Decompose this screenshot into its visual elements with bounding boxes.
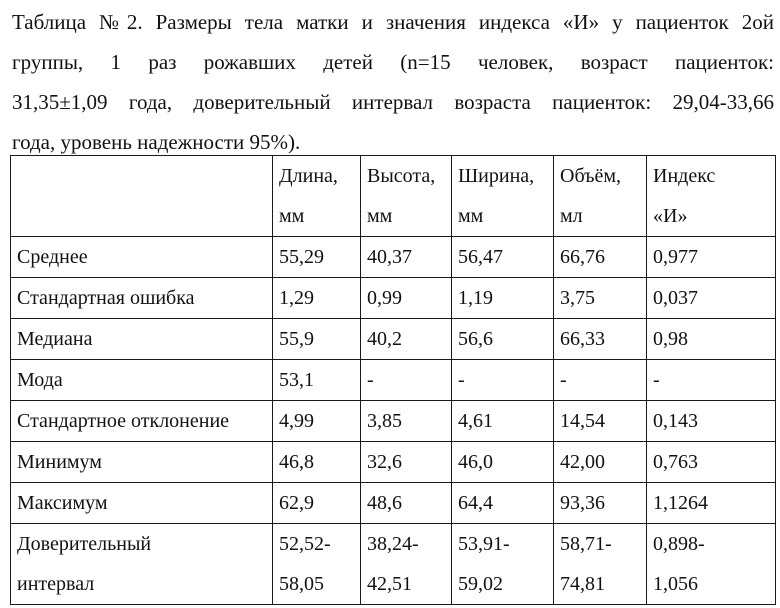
table-cell-height: - bbox=[361, 360, 452, 401]
caption-line-1: Таблица №2. Размеры тела матки и значения индекса «И» у пациенток 2ой bbox=[12, 10, 774, 34]
table-cell-index: 0,763 bbox=[647, 442, 776, 483]
header-index-label: Индекс bbox=[653, 165, 716, 187]
header-height-label: Высота, bbox=[367, 165, 436, 187]
header-empty-cell bbox=[11, 156, 273, 237]
table-cell-volume: - bbox=[554, 360, 647, 401]
table-header-row bbox=[11, 156, 776, 237]
table-cell-height bbox=[361, 524, 452, 605]
table-cell-height: 3,85 bbox=[361, 401, 452, 442]
table-cell-index: 1,1264 bbox=[647, 483, 776, 524]
table-cell-width: - bbox=[452, 360, 554, 401]
header-index bbox=[647, 156, 776, 237]
row-label bbox=[11, 524, 273, 605]
header-volume-unit: мл bbox=[560, 205, 583, 227]
table-cell-volume: 14,54 bbox=[554, 401, 647, 442]
table-cell-length: 46,8 bbox=[273, 442, 361, 483]
header-width bbox=[452, 156, 554, 237]
table-cell-height: 0,99 bbox=[361, 278, 452, 319]
table-row bbox=[11, 401, 776, 442]
table-cell-index: - bbox=[647, 360, 776, 401]
ci-index-upper: 1,056 bbox=[653, 573, 698, 595]
table-cell-length: 4,99 bbox=[273, 401, 361, 442]
table-cell-length: 55,9 bbox=[273, 319, 361, 360]
table-row bbox=[11, 278, 776, 319]
table-row bbox=[11, 442, 776, 483]
table-cell-length: 55,29 bbox=[273, 237, 361, 278]
table-row bbox=[11, 483, 776, 524]
table-cell-width bbox=[452, 524, 554, 605]
ci-volume-upper: 74,81 bbox=[560, 573, 605, 595]
table-caption bbox=[12, 2, 774, 162]
table-cell-height: 32,6 bbox=[361, 442, 452, 483]
table-cell-length: 1,29 bbox=[273, 278, 361, 319]
table-cell-height: 48,6 bbox=[361, 483, 452, 524]
header-height-unit: мм bbox=[367, 205, 393, 227]
table-row bbox=[11, 360, 776, 401]
header-height bbox=[361, 156, 452, 237]
header-index-unit: «И» bbox=[653, 205, 688, 227]
ci-length-upper: 58,05 bbox=[279, 573, 324, 595]
table-cell-volume: 93,36 bbox=[554, 483, 647, 524]
table-cell-index: 0,977 bbox=[647, 237, 776, 278]
header-width-unit: мм bbox=[458, 205, 484, 227]
caption-line-3: 31,35±1,09 года, доверительный интервал возраста пациенток: 29,04-33,66 bbox=[12, 90, 774, 114]
ci-width-upper: 59,02 bbox=[458, 573, 503, 595]
ci-height-lower: 38,24- bbox=[367, 533, 419, 555]
ci-volume-lower: 58,71- bbox=[560, 533, 612, 555]
table-cell-index: 0,98 bbox=[647, 319, 776, 360]
header-length-unit: мм bbox=[279, 205, 305, 227]
table-cell-width: 1,19 bbox=[452, 278, 554, 319]
table-cell-width: 56,47 bbox=[452, 237, 554, 278]
table-cell-length: 53,1 bbox=[273, 360, 361, 401]
table-cell-length: 62,9 bbox=[273, 483, 361, 524]
table-cell-width: 64,4 bbox=[452, 483, 554, 524]
ci-index-lower: 0,898- bbox=[653, 533, 705, 555]
row-label-line-2: интервал bbox=[17, 573, 95, 595]
header-volume bbox=[554, 156, 647, 237]
row-label: Мода bbox=[11, 360, 273, 401]
header-width-label: Ширина, bbox=[458, 165, 535, 187]
table-cell-width: 46,0 bbox=[452, 442, 554, 483]
table-cell-volume: 66,33 bbox=[554, 319, 647, 360]
ci-width-lower: 53,91- bbox=[458, 533, 510, 555]
caption-line-4: года, уровень надежности 95%). bbox=[12, 130, 301, 154]
caption-line-2: группы, 1 раз рожавших детей (n=15 человек, возраст пациенток: bbox=[12, 50, 774, 74]
header-length bbox=[273, 156, 361, 237]
ci-height-upper: 42,51 bbox=[367, 573, 412, 595]
table-cell-volume: 66,76 bbox=[554, 237, 647, 278]
table-cell-height: 40,2 bbox=[361, 319, 452, 360]
row-label: Среднее bbox=[11, 237, 273, 278]
row-label: Медиана bbox=[11, 319, 273, 360]
table-row bbox=[11, 237, 776, 278]
table-cell-index bbox=[647, 524, 776, 605]
uterus-size-table bbox=[10, 155, 776, 605]
row-label-line-1: Доверительный bbox=[17, 533, 152, 555]
table-cell-index: 0,143 bbox=[647, 401, 776, 442]
row-label: Стандартная ошибка bbox=[11, 278, 273, 319]
table-cell-width: 4,61 bbox=[452, 401, 554, 442]
table-row bbox=[11, 319, 776, 360]
table-cell-volume bbox=[554, 524, 647, 605]
header-volume-label: Объём, bbox=[560, 165, 621, 187]
ci-length-lower: 52,52- bbox=[279, 533, 331, 555]
row-label: Стандартное отклонение bbox=[11, 401, 273, 442]
row-label: Минимум bbox=[11, 442, 273, 483]
table-cell-length bbox=[273, 524, 361, 605]
table-cell-volume: 42,00 bbox=[554, 442, 647, 483]
table-cell-volume: 3,75 bbox=[554, 278, 647, 319]
table-cell-width: 56,6 bbox=[452, 319, 554, 360]
header-length-label: Длина, bbox=[279, 165, 338, 187]
table-row-confidence-interval bbox=[11, 524, 776, 605]
row-label: Максимум bbox=[11, 483, 273, 524]
table-cell-height: 40,37 bbox=[361, 237, 452, 278]
table-cell-index: 0,037 bbox=[647, 278, 776, 319]
